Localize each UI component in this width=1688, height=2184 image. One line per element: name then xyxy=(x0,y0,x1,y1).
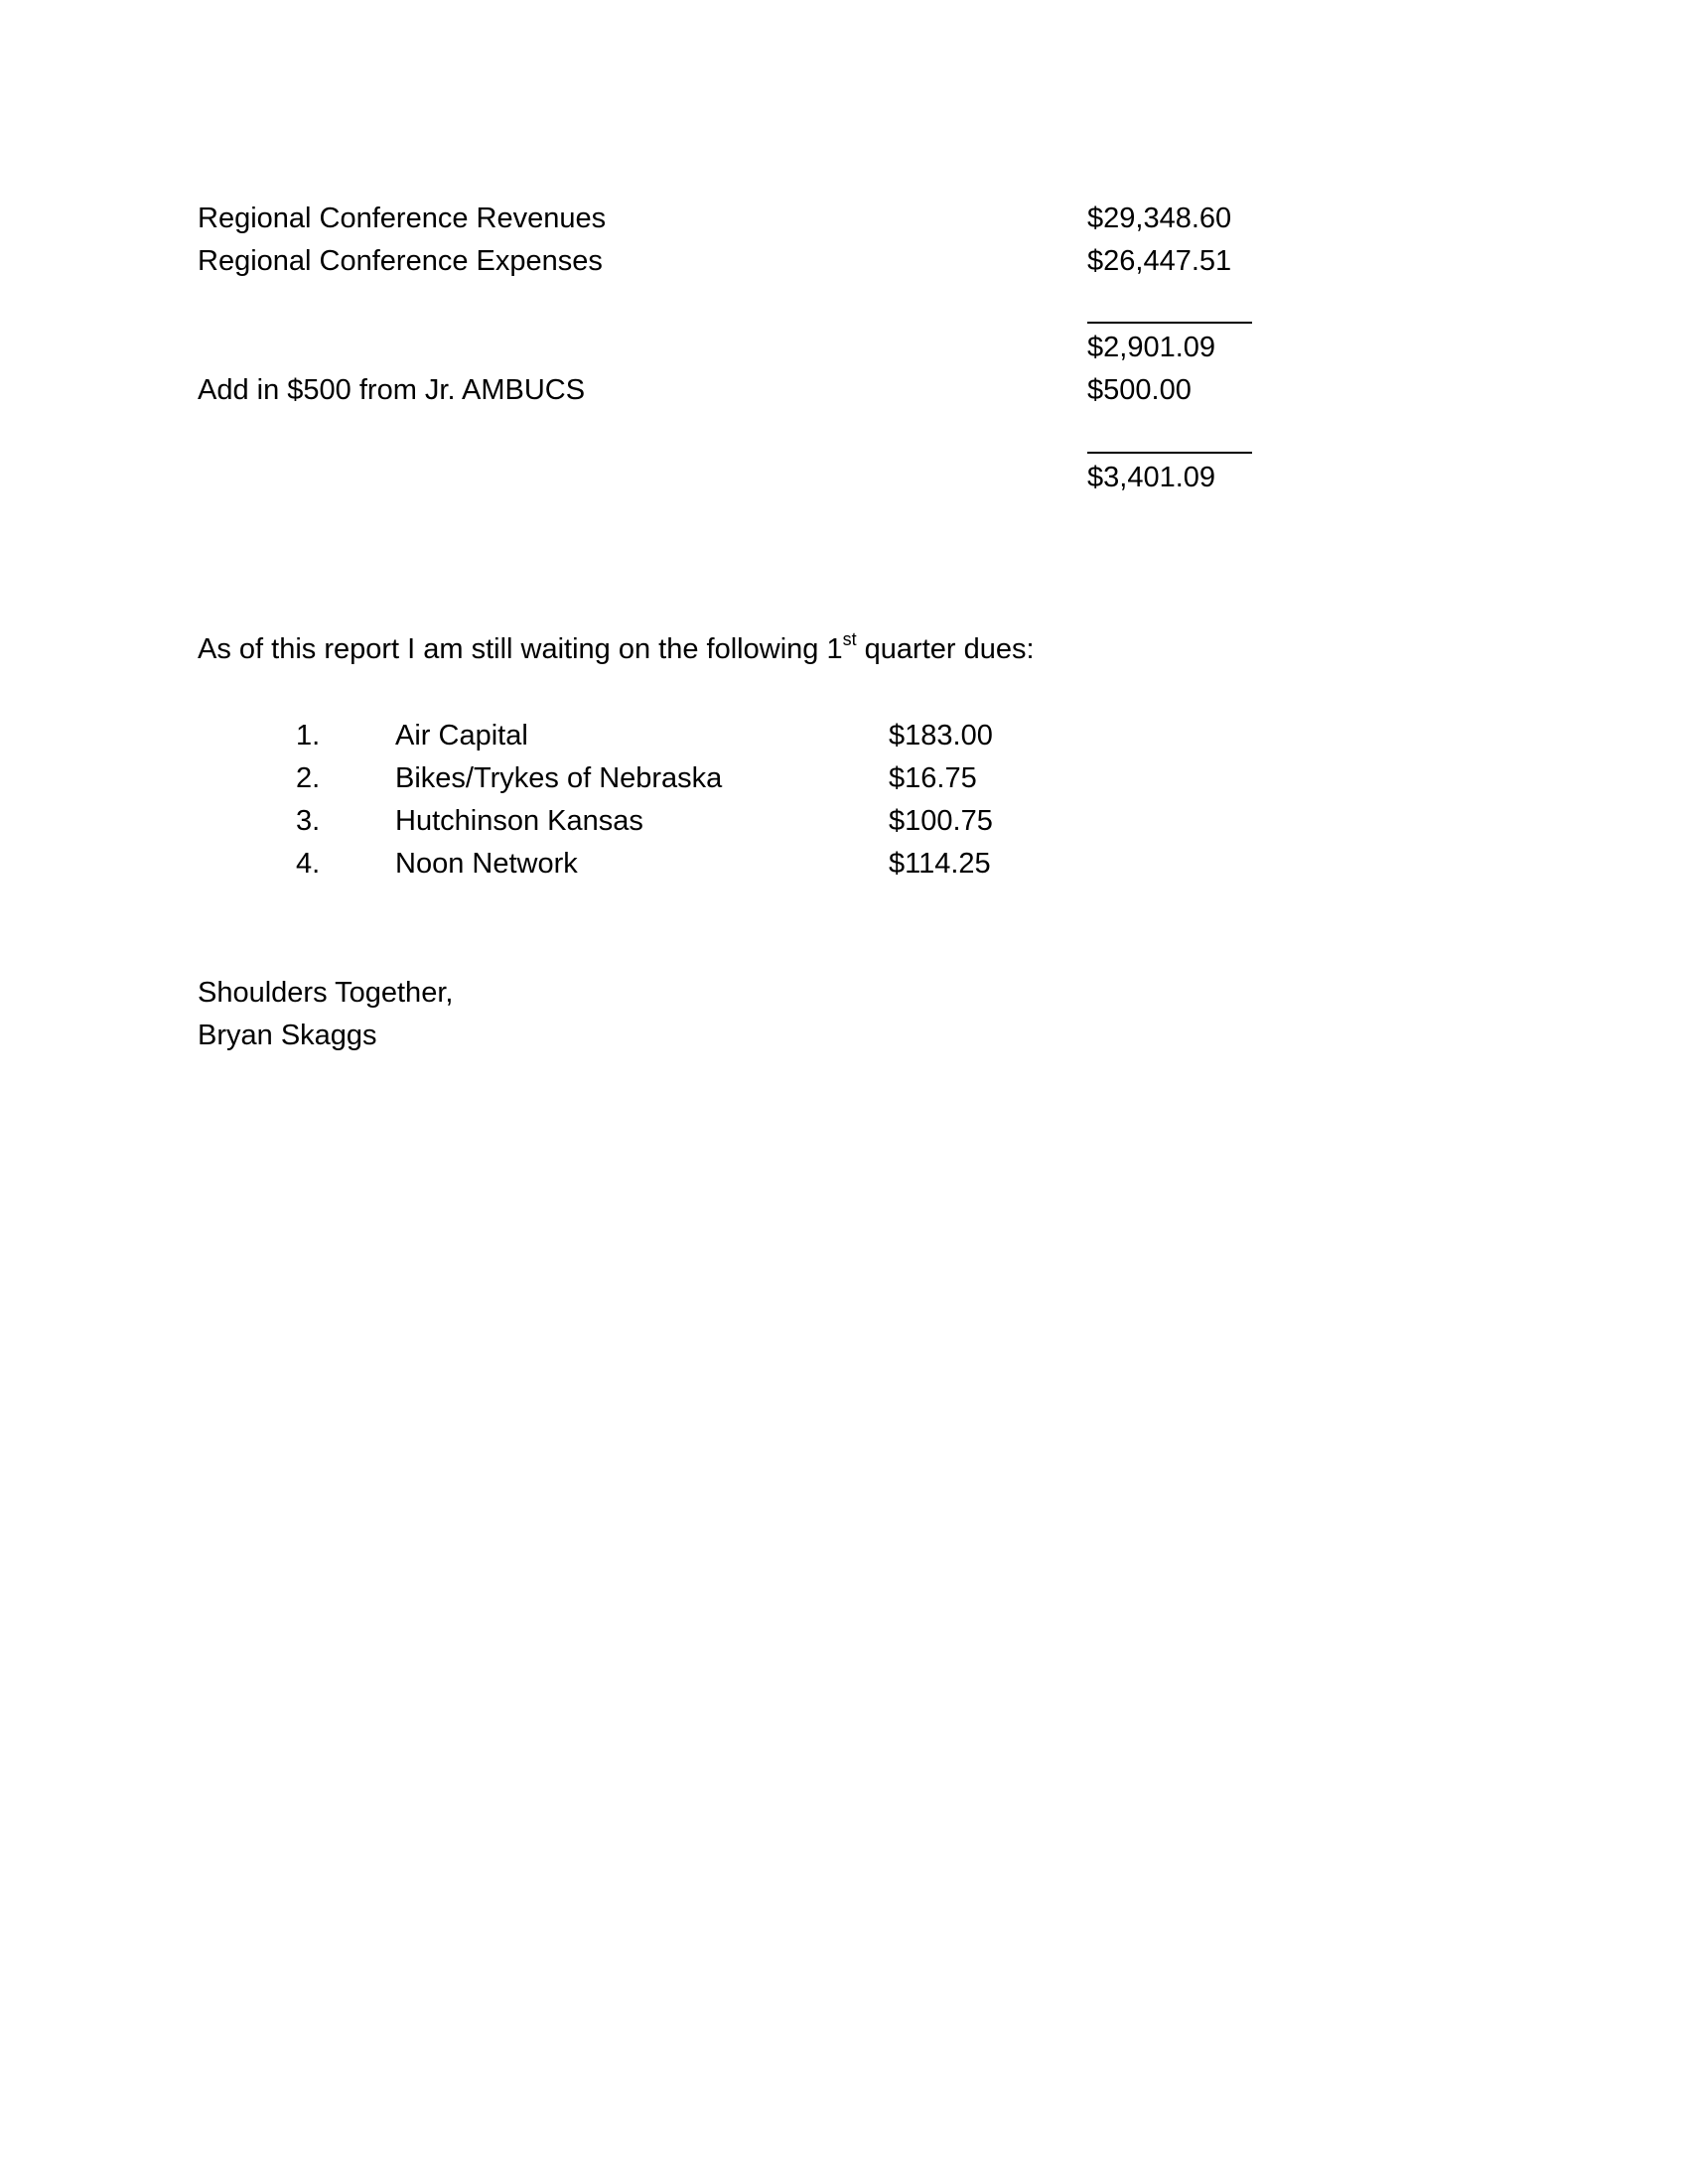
dues-intro-text-end: quarter dues: xyxy=(856,633,1035,665)
list-item-name: Air Capital xyxy=(395,720,528,751)
list-item-number: 3. xyxy=(296,805,321,837)
signature-name: Bryan Skaggs xyxy=(198,1020,377,1051)
expenses-amount: $26,447.51 xyxy=(1087,245,1232,277)
underline-rule xyxy=(1087,452,1252,454)
list-item-number: 2. xyxy=(296,762,321,794)
dues-intro-text: As of this report I am still waiting on the following 1 xyxy=(198,633,843,665)
underline-rule xyxy=(1087,322,1252,324)
dues-intro-superscript: st xyxy=(842,629,857,650)
dues-intro xyxy=(198,631,1035,667)
expenses-label: Regional Conference Expenses xyxy=(198,245,603,277)
revenues-amount: $29,348.60 xyxy=(1087,203,1232,234)
addition-label: Add in $500 from Jr. AMBUCS xyxy=(198,374,586,406)
total-amount: $3,401.09 xyxy=(1087,462,1216,493)
closing-salutation: Shoulders Together, xyxy=(198,977,454,1009)
list-item-name: Hutchinson Kansas xyxy=(395,805,643,837)
list-item-amount: $16.75 xyxy=(889,762,977,794)
list-item-amount: $183.00 xyxy=(889,720,993,751)
list-item-name: Bikes/Trykes of Nebraska xyxy=(395,762,723,794)
list-item-amount: $114.25 xyxy=(889,848,991,880)
list-item-number: 4. xyxy=(296,848,321,880)
addition-amount: $500.00 xyxy=(1087,374,1192,406)
subtotal-amount: $2,901.09 xyxy=(1087,332,1216,363)
list-item-amount: $100.75 xyxy=(889,805,993,837)
list-item-name: Noon Network xyxy=(395,848,578,880)
list-item-number: 1. xyxy=(296,720,321,751)
revenues-label: Regional Conference Revenues xyxy=(198,203,607,234)
